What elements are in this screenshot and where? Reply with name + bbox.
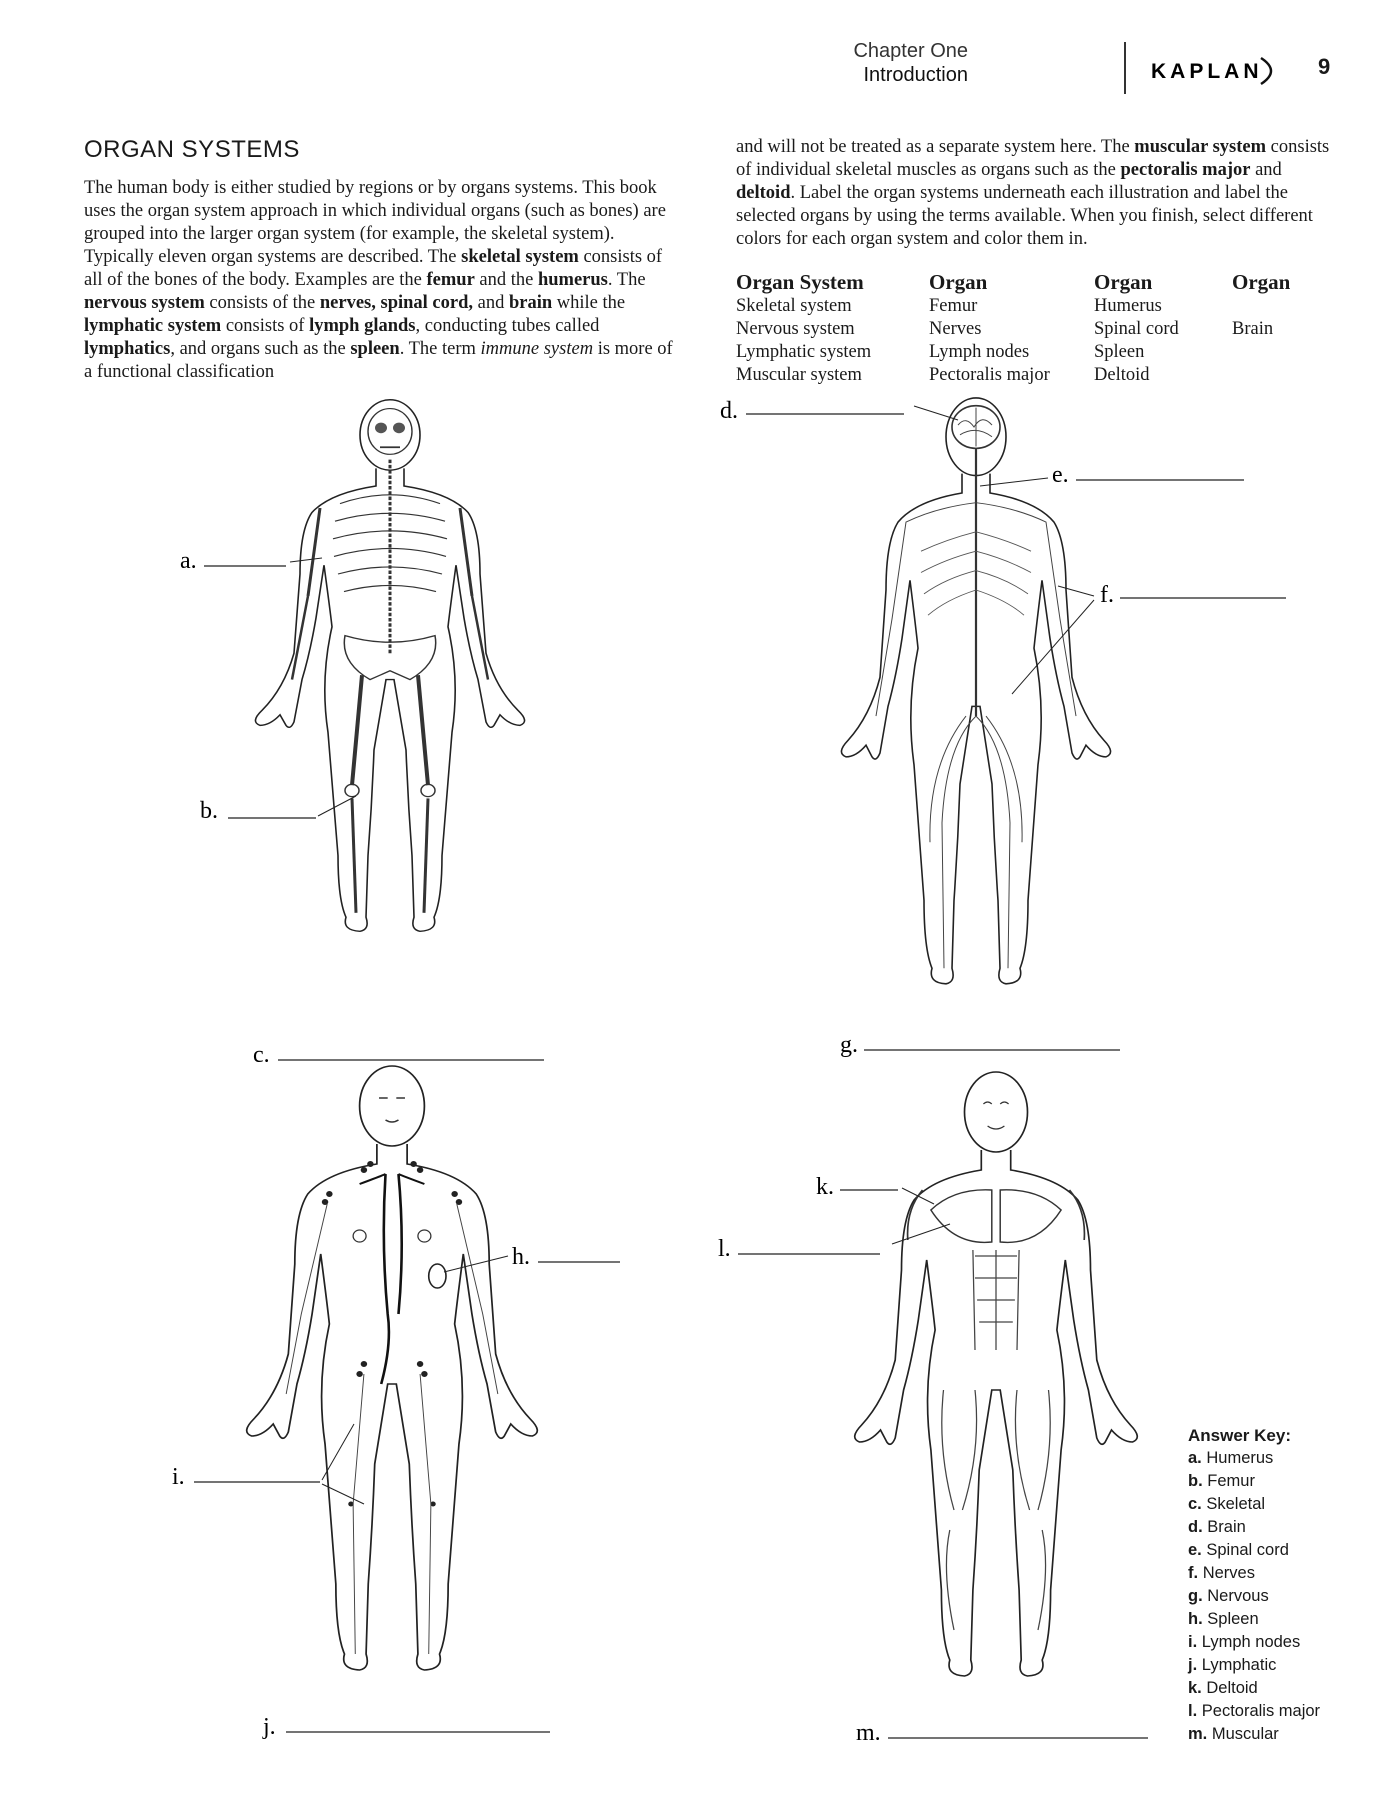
table-header: Organ	[1094, 270, 1153, 294]
body-text-run: deltoid	[736, 183, 791, 203]
answer-key-letter: b.	[1188, 1472, 1203, 1490]
answer-key-item	[1188, 1539, 1320, 1562]
table-cell: Brain	[1232, 319, 1274, 339]
label-a-leader	[290, 558, 322, 562]
label-l-leader	[892, 1224, 950, 1244]
answer-key-answer: Lymphatic	[1201, 1656, 1277, 1674]
label-i: i.	[172, 1464, 185, 1490]
label-b: b.	[200, 798, 218, 824]
answer-key-item	[1188, 1447, 1320, 1470]
table-cell: Muscular system	[736, 365, 862, 385]
answer-key-letter: d.	[1188, 1518, 1203, 1536]
table-cell: Deltoid	[1094, 365, 1150, 385]
label-m: m.	[856, 1720, 881, 1746]
answer-key-answer: Skeletal	[1206, 1495, 1266, 1513]
answer-key-letter: i.	[1188, 1633, 1198, 1651]
answer-key-item	[1188, 1470, 1320, 1493]
body-text-run: nervous system	[84, 293, 205, 313]
answer-key-item	[1188, 1585, 1320, 1608]
label-h-leader	[444, 1256, 508, 1272]
body-text-run: is more of a functional classification	[84, 339, 673, 382]
answer-key-letter: a.	[1188, 1449, 1202, 1467]
kaplan-logo-text: KAPLAN	[1151, 60, 1263, 83]
answer-key-item	[1188, 1493, 1320, 1516]
label-f-leader-2	[1012, 600, 1094, 694]
section-label: Introduction	[863, 64, 968, 86]
answer-key-item	[1188, 1631, 1320, 1654]
answer-key-item	[1188, 1516, 1320, 1539]
answer-key-answer: Muscular	[1211, 1725, 1279, 1743]
answer-key-item	[1188, 1654, 1320, 1677]
body-text-run: spleen	[350, 339, 400, 359]
body-text-run: skeletal system	[461, 247, 579, 267]
answer-key-answer: Lymph nodes	[1201, 1633, 1301, 1651]
body-text-run: brain	[508, 293, 553, 313]
label-j: j.	[263, 1714, 276, 1740]
table-cell: Humerus	[1094, 296, 1162, 316]
table-cell: Lymph nodes	[929, 342, 1030, 362]
table-cell: Skeletal system	[736, 296, 852, 316]
table-cell: Lymphatic system	[736, 342, 872, 362]
label-k-leader	[902, 1188, 934, 1204]
table-cell: Spinal cord	[1094, 319, 1179, 339]
answer-key-letter: c.	[1188, 1495, 1202, 1513]
body-text-run: and	[1250, 160, 1282, 180]
answer-key-item	[1188, 1608, 1320, 1631]
body-text-run: while the	[552, 293, 626, 313]
answer-key-letter: f.	[1188, 1564, 1199, 1582]
label-f-leader-1	[1058, 586, 1094, 596]
body-text-run: and will not be treated as a separate system here. The	[736, 137, 1135, 157]
answer-key-answer: Pectoralis major	[1201, 1702, 1321, 1720]
body-text-run: consists of	[221, 316, 310, 336]
label-l: l.	[718, 1236, 731, 1262]
body-text-run: The human body is either studied by regions or by organs systems. This book uses the organ system approach in which individual organs (such as bones) are grouped into the larger organ system (for example, the skeletal system). Typically eleven organ systems are described. The	[84, 178, 666, 267]
answer-key-letter: g.	[1188, 1587, 1203, 1605]
answer-key-answer: Spleen	[1207, 1610, 1259, 1628]
body-text-run: consists of the	[204, 293, 320, 313]
label-b-leader	[318, 796, 356, 816]
answer-key-letter: l.	[1188, 1702, 1198, 1720]
table-header: Organ	[1232, 270, 1291, 294]
section-title: ORGAN SYSTEMS	[84, 136, 300, 163]
body-text-run: . The term	[399, 339, 481, 359]
chapter-label: Chapter One	[853, 40, 968, 62]
body-text-run: consists of individual skeletal muscles as organs such as the	[736, 137, 1330, 180]
table-cell: Femur	[929, 296, 978, 316]
body-text-run: immune system	[480, 339, 594, 359]
body-text-run: lymphatic system	[84, 316, 222, 336]
answer-key-item	[1188, 1562, 1320, 1585]
label-h: h.	[512, 1244, 530, 1270]
answer-key-item	[1188, 1677, 1320, 1700]
body-text-run: pectoralis major	[1120, 160, 1251, 180]
answer-key-letter: m.	[1188, 1725, 1208, 1743]
body-text-run: femur	[426, 270, 475, 290]
label-g: g.	[840, 1032, 858, 1058]
body-text-run: muscular system	[1134, 137, 1267, 157]
body-text-run: lymphatics	[84, 339, 171, 359]
body-text-run: humerus	[537, 270, 608, 290]
answer-key-answer: Nerves	[1202, 1564, 1255, 1582]
answer-key-title: Answer Key:	[1188, 1426, 1291, 1445]
answer-key-answer: Spinal cord	[1206, 1541, 1289, 1559]
table-cell: Nerves	[929, 319, 982, 339]
label-f: f.	[1100, 582, 1114, 608]
body-text-run: . Label the organ systems underneath each illustration and label the selected organs by using the terms available. When you finish, select different colors for each organ system and color them in.	[736, 183, 1313, 249]
label-c: c.	[253, 1042, 270, 1068]
nervous-figure	[841, 398, 1110, 984]
muscular-figure	[855, 1072, 1138, 1676]
answer-key-answer: Brain	[1207, 1518, 1246, 1536]
answer-key-answer: Humerus	[1206, 1449, 1274, 1467]
label-i-leader-1	[322, 1424, 354, 1480]
answer-key-answer: Nervous	[1207, 1587, 1269, 1605]
skeletal-figure	[255, 400, 524, 932]
label-d: d.	[720, 398, 738, 424]
body-text-run: consists of all of the bones of the body. Examples are the	[84, 247, 663, 290]
body-text-run: and the	[474, 270, 538, 290]
answer-key	[1188, 1424, 1320, 1746]
page-number: 9	[1318, 54, 1331, 79]
table-cell: Pectoralis major	[929, 365, 1050, 385]
answer-key-answer: Deltoid	[1206, 1679, 1258, 1697]
table-header: Organ	[929, 270, 988, 294]
body-text-run: , conducting tubes called	[415, 316, 600, 336]
table-cell: Spleen	[1094, 342, 1145, 362]
answer-key-letter: h.	[1188, 1610, 1203, 1628]
body-text-run: lymph glands	[309, 316, 416, 336]
answer-key-letter: k.	[1188, 1679, 1202, 1697]
label-e: e.	[1052, 462, 1069, 488]
body-text-run: and	[473, 293, 509, 313]
answer-key-letter: j.	[1188, 1656, 1198, 1674]
body-text-run: , and organs such as the	[170, 339, 351, 359]
lymphatic-figure	[247, 1066, 538, 1670]
answer-key-letter: e.	[1188, 1541, 1202, 1559]
table-header: Organ System	[736, 270, 864, 294]
label-k: k.	[816, 1174, 834, 1200]
body-text-run: . The	[607, 270, 646, 290]
answer-key-item	[1188, 1723, 1320, 1746]
table-cell: Nervous system	[736, 319, 855, 339]
label-a: a.	[180, 548, 197, 574]
answer-key-item	[1188, 1700, 1320, 1723]
answer-key-answer: Femur	[1207, 1472, 1255, 1490]
body-text-run: nerves, spinal cord,	[319, 293, 474, 313]
